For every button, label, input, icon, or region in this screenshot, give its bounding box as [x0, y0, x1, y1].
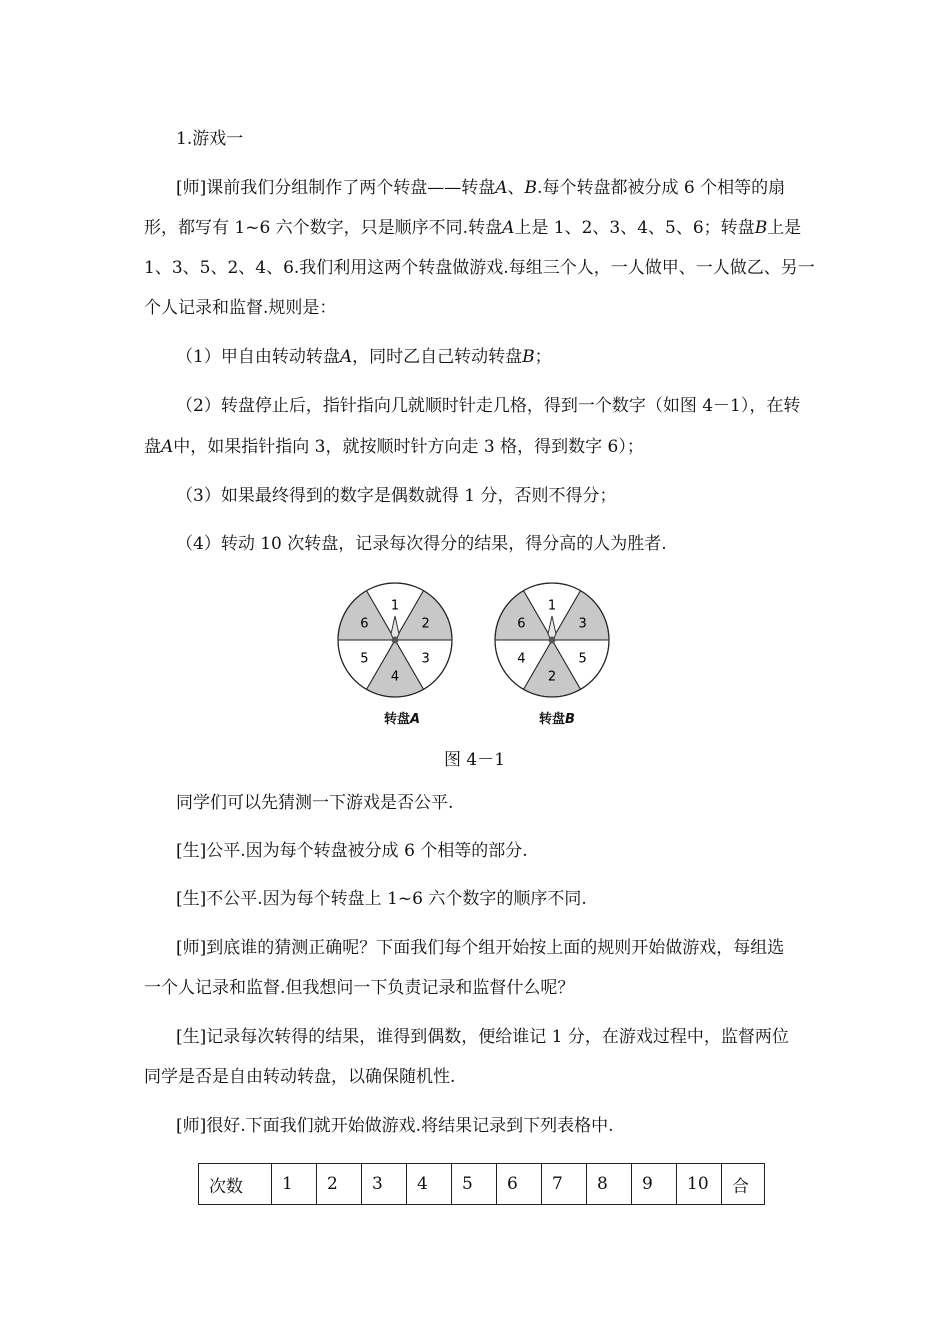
sector-label: 4	[517, 651, 526, 667]
figure-title: 图 4－1	[444, 750, 506, 770]
sector-label: 2	[547, 669, 557, 685]
sector-label: 1	[547, 598, 557, 614]
teacher-line: [师]到底谁的猜测正确呢？下面我们每个组开始按上面的规则开始做游戏，每组选	[176, 938, 785, 958]
table-cell[interactable]: 6	[497, 1164, 542, 1205]
paragraph-line: [师]课前我们分组制作了两个转盘——转盘A、B.每个转盘都被分成 6 个相等的扇	[176, 178, 786, 198]
rule-2-cont: 盘A中，如果指针指向 3，就按顺时针方向走 3 格，得到数字 6）；	[144, 437, 644, 457]
rule-1: （1）甲自由转动转盘A，同时乙自己转动转盘B；	[176, 347, 552, 367]
student-answer-1: [生]公平.因为每个转盘被分成 6 个相等的部分.	[176, 841, 528, 861]
spinner-a	[338, 583, 452, 697]
pointer-hub	[549, 637, 556, 644]
rule-2: （2）转盘停止后，指针指向几就顺时针走几格，得到一个数字（如图 4－1），在转	[176, 396, 801, 416]
table-row	[199, 1164, 765, 1205]
paragraph-line: 形，都写有 1~6 六个数字，只是顺序不同.转盘A上是 1、2、3、4、5、6；转盘B上是	[144, 218, 802, 238]
table-cell[interactable]: 3	[362, 1164, 407, 1205]
sector-label: 3	[578, 616, 587, 632]
table-cell[interactable]: 2	[317, 1164, 362, 1205]
sector-label: 6	[517, 616, 526, 632]
table-cell[interactable]: 合	[722, 1164, 765, 1205]
table-cell[interactable]: 次数	[199, 1164, 272, 1205]
table-cell[interactable]: 9	[632, 1164, 677, 1205]
pointer-hub	[392, 637, 399, 644]
spinner-a-caption: 转盘A	[384, 712, 421, 727]
rule-4: （4）转动 10 次转盘，记录每次得分的结果，得分高的人为胜者.	[176, 534, 667, 554]
table-cell[interactable]: 10	[677, 1164, 722, 1205]
spinner-figure	[330, 580, 620, 730]
student-answer-3-cont: 同学是否是自由转动转盘，以确保随机性.	[144, 1067, 456, 1087]
spinner-diagram	[330, 580, 620, 730]
score-table	[198, 1163, 765, 1205]
table-cell[interactable]: 4	[407, 1164, 452, 1205]
spinner-b-caption: 转盘B	[539, 712, 575, 727]
sector-label: 2	[421, 616, 430, 632]
table-cell[interactable]: 1	[272, 1164, 317, 1205]
sector-label: 6	[360, 616, 369, 632]
paragraph-line: 1、3、5、2、4、6.我们利用这两个转盘做游戏.每组三个人，一人做甲、一人做乙、另一	[144, 258, 815, 278]
table-cell[interactable]: 5	[452, 1164, 497, 1205]
paragraph-line: 个人记录和监督.规则是：	[144, 298, 337, 318]
sector-label: 1	[390, 598, 400, 614]
sector-label: 4	[390, 669, 400, 685]
section-heading: 1.游戏一	[176, 129, 244, 149]
rule-3: （3）如果最终得到的数字是偶数就得 1 分，否则不得分；	[176, 486, 617, 506]
spinner-b	[495, 583, 609, 697]
student-answer-3: [生]记录每次转得的结果，谁得到偶数，便给谁记 1 分，在游戏过程中，监督两位	[176, 1027, 789, 1047]
sector-label: 5	[360, 651, 369, 667]
question-line: 同学们可以先猜测一下游戏是否公平.	[176, 793, 454, 813]
table-cell[interactable]: 7	[542, 1164, 587, 1205]
sector-label: 5	[578, 651, 587, 667]
student-answer-2: [生]不公平.因为每个转盘上 1~6 六个数字的顺序不同.	[176, 889, 587, 909]
table-cell[interactable]: 8	[587, 1164, 632, 1205]
sector-label: 3	[421, 651, 430, 667]
teacher-line-2: [师]很好.下面我们就开始做游戏.将结果记录到下列表格中.	[176, 1116, 614, 1136]
teacher-line-cont: 一个人记录和监督.但我想问一下负责记录和监督什么呢？	[144, 978, 575, 998]
